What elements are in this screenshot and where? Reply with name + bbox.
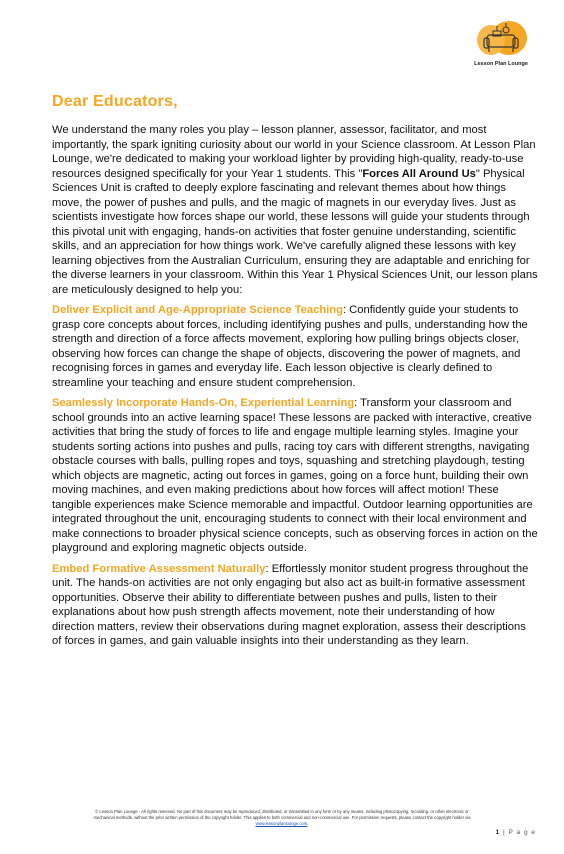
- page-label: | P a g e: [503, 829, 536, 836]
- intro-text-end: " Physical Sciences Unit is crafted to deeply explore fascinating and relevant themes about how things move, the power of pushes and pulls, and the magic of magnets in our everyday lives. Just as scientists investigate how forces shape our world, these lessons will guide your students through this pivotal unit with engaging, hands-on activities that foster genuine understanding, scientific skills, and an appreciation for how things work. We've carefully aligned these lessons with key learning objectives from the Australian Curriculum, ensuring they are adaptable and enriching for the diverse learners in your classroom. Within this Year 1 Physical Sciences Unit, our lesson plans are meticulously designed to help you:: [52, 167, 538, 296]
- brand-name: Lesson Plan Lounge: [474, 61, 528, 67]
- copyright-line-2: mechanical methods, without the prior written permission of the copyright holder. This applies to both commercial and non-commercial use. For permission requests, please contact the copyright holder via: [93, 815, 471, 820]
- point-heading: Deliver Explicit and Age-Appropriate Science Teaching: [52, 304, 343, 316]
- point-heading: Seamlessly Incorporate Hands-On, Experiential Learning: [52, 397, 355, 409]
- copyright-line-3: [40, 821, 524, 827]
- website-link[interactable]: www.lessonplanlounge.com: [255, 821, 308, 826]
- copyright-line-1: © Lesson Plan Lounge - All rights reserved. No part of this document may be reproduced, distributed, or transmitted in any form or by any means, including photocopying, recording, or other electronic or: [95, 809, 469, 814]
- greeting-heading: Dear Educators,: [52, 93, 178, 110]
- point-explicit-teaching: [52, 303, 538, 390]
- point-text: : Effortlessly monitor student progress throughout the unit. The hands-on activities are not only engaging but also act as built-in formative assessment opportunities. Observe their ability to differentiate between pushes and pulls, listen to their explanations about how push strength affects movement, note their understanding of how direction matters, review their observations during magnet exploration, assess their descriptions of forces in games, and gain valuable insights into their understanding as they learn.: [52, 562, 529, 647]
- letter-body: [52, 123, 538, 655]
- lounge-chair-icon: [475, 18, 527, 58]
- intro-paragraph: [52, 123, 538, 297]
- point-text: : Confidently guide your students to grasp core concepts about forces, including identifying pushes and pulls, understanding how the strength and direction of a force affects movement, exploring how pulling brings objects closer, observing how forces can change the shape of objects, discovering the power of magnets, and recognising forces in games and everyday life. Each lesson objective is clearly defined to streamline your teaching and ensure student comprehension.: [52, 304, 528, 389]
- brand-logo: [470, 18, 532, 67]
- point-text: : Transform your classroom and school grounds into an active learning space! These lessons are packed with interactive, creative activities that bring the study of forces to life and engage multiple learning styles. Imagine your students sorting actions into pushes and pulls, racing toy cars with different strengths, navigating obstacle courses with balls, pulling ropes and toys, squashing and stretching playdough, testing which objects are magnetic, acting out forces in games, going on a force hunt, building their own moving machines, and even making predictions about how forces will affect motion! These tangible experiences make Science memorable and impactful. Outdoor learning opportunities are integrated throughout the unit, encouraging students to connect with their local environment and make connections to broader physical science concepts, such as observing forces in action on the playground and exploring magnetic objects outside.: [52, 397, 538, 554]
- page-number-value: 1: [495, 829, 501, 836]
- intro-text-start: We understand the many roles you play – lesson planner, assessor, facilitator, and most importantly, the spark igniting curiosity about our world in your Science classroom. At Lesson Plan Lounge, we're dedicated to making your workload lighter by providing high-quality, ready-to-use resources designed specifically for your Year 1 students. This ": [52, 124, 536, 180]
- link-suffix: .: [307, 821, 309, 826]
- point-heading: Embed Formative Assessment Naturally: [52, 562, 266, 575]
- page-number: [496, 829, 536, 836]
- point-hands-on-learning: [52, 396, 538, 556]
- point-formative-assessment: [52, 562, 538, 649]
- copyright-footer: [40, 809, 524, 827]
- unit-title: Forces All Around Us: [362, 167, 476, 180]
